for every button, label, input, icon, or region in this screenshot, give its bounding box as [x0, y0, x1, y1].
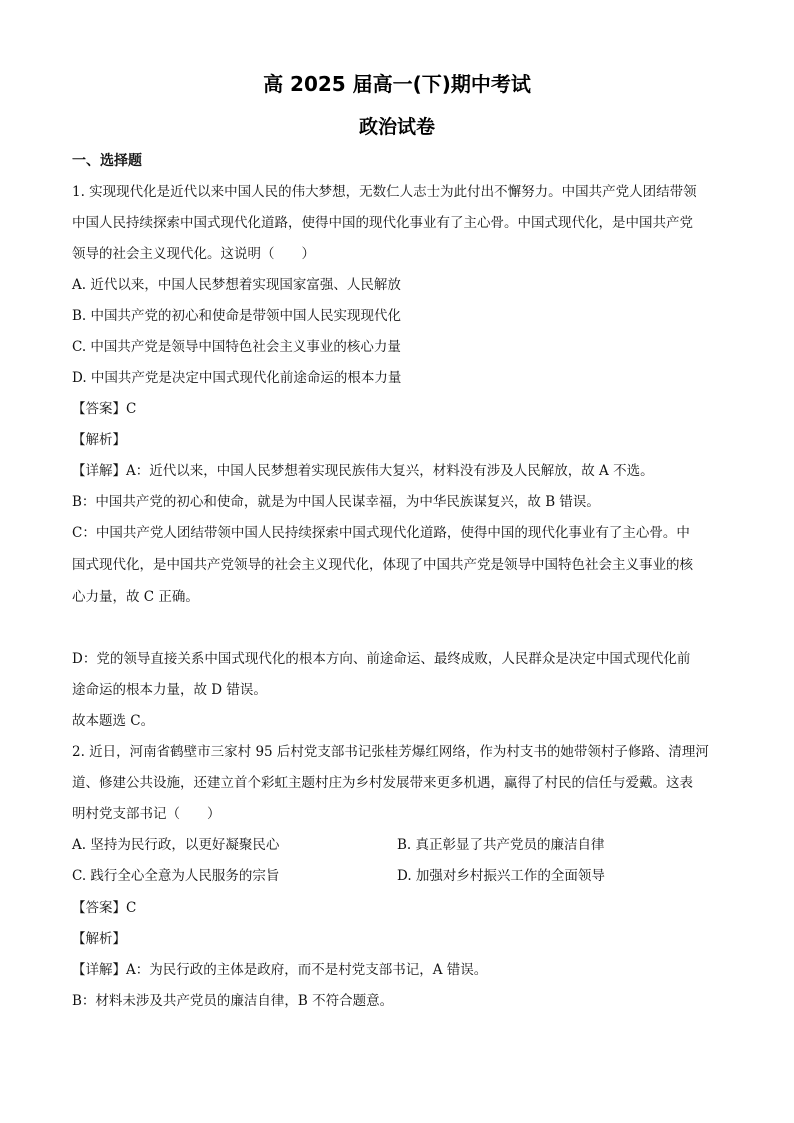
q2-detail-tag: 【详解】 — [72, 962, 126, 978]
q1-option-a: A. 近代以来，中国人民梦想着实现国家富强、人民解放 — [72, 277, 401, 293]
q1-conclusion: 故本题选 C。 — [72, 713, 155, 729]
section-heading: 一、选择题 — [72, 153, 142, 169]
q2-options-row-2 — [72, 866, 732, 886]
q1-detail-c-line-2: 国式现代化，是中国共产党领导的社会主义现代化，体现了中国共产党是领导中国特色社会主义事业的核 — [72, 557, 693, 573]
q2-answer-value: C — [126, 900, 137, 916]
page-subtitle: 政治试卷 — [358, 116, 435, 138]
q1-detail-d-line-2: 途命运的根本力量，故 D 错误。 — [72, 682, 267, 698]
q2-answer-tag: 【答案】 — [72, 900, 126, 916]
q2-analysis-tag: 【解析】 — [72, 931, 126, 947]
q2-stem-line-1: 2. 近日，河南省鹤壁市三家村 95 后村党支部书记张桂芳爆红网络，作为村支书的她带领村子修路、清理河 — [72, 744, 709, 760]
q2-stem-line-2: 道、修建公共设施，还建立首个彩虹主题村庄为乡村发展带来更多机遇，赢得了村民的信任与爱戴。这表 — [72, 775, 693, 791]
q1-analysis-tag: 【解析】 — [72, 432, 126, 448]
q1-answer-value: C — [126, 401, 137, 417]
q2-option-d: D. 加强对乡村振兴工作的全面领导 — [397, 868, 605, 884]
q1-answer — [72, 399, 732, 419]
q1-stem-line-3: 领导的社会主义现代化。这说明（ ） — [72, 246, 315, 262]
q2-options-row-1 — [72, 835, 732, 855]
q1-answer-tag: 【答案】 — [72, 401, 126, 417]
q1-detail-b: B：中国共产党的初心和使命，就是为中国人民谋幸福，为中华民族谋复兴，故 B 错误。 — [72, 494, 600, 510]
q2-option-b: B. 真正彰显了共产党员的廉洁自律 — [397, 837, 605, 853]
q1-detail-c-line-1: C：中国共产党人团结带领中国人民持续探索中国式现代化道路，使得中国的现代化事业有了主心骨。中 — [72, 525, 690, 541]
q1-detail-c-line-3: 心力量，故 C 正确。 — [72, 589, 199, 605]
q1-detail-a — [72, 461, 732, 481]
q2-detail-b: B：材料未涉及共产党员的廉洁自律，B 不符合题意。 — [72, 993, 394, 1009]
q2-detail-a — [72, 960, 732, 980]
q2-answer — [72, 898, 732, 918]
q1-option-c: C. 中国共产党是领导中国特色社会主义事业的核心力量 — [72, 339, 401, 355]
q2-option-c: C. 践行全心全意为人民服务的宗旨 — [72, 868, 280, 884]
q2-stem-line-3: 明村党支部书记（ ） — [72, 806, 221, 822]
q1-detail-a-text: A：近代以来，中国人民梦想着实现民族伟大复兴，材料没有涉及人民解放，故 A 不选。 — [126, 463, 654, 479]
q1-detail-d-line-1: D：党的领导直接关系中国式现代化的根本方向、前途命运、最终成败，人民群众是决定中国式现代化前 — [72, 651, 691, 667]
q1-stem-line-1: 1. 实现现代化是近代以来中国人民的伟大梦想，无数仁人志士为此付出不懈努力。中国共产党人团结带领 — [72, 184, 697, 200]
q2-option-a: A. 坚持为民行政，以更好凝聚民心 — [72, 837, 280, 853]
q1-option-b: B. 中国共产党的初心和使命是带领中国人民实现现代化 — [72, 308, 402, 324]
q1-detail-tag: 【详解】 — [72, 463, 126, 479]
q1-stem-line-2: 中国人民持续探索中国式现代化道路，使得中国的现代化事业有了主心骨。中国式现代化，是中国共产党 — [72, 215, 693, 231]
page-title: 高 2025 届高一(下)期中考试 — [263, 72, 531, 96]
q1-option-d: D. 中国共产党是决定中国式现代化前途命运的根本力量 — [72, 370, 402, 386]
q2-detail-a-text: A：为民行政的主体是政府，而不是村党支部书记，A 错误。 — [126, 962, 488, 978]
